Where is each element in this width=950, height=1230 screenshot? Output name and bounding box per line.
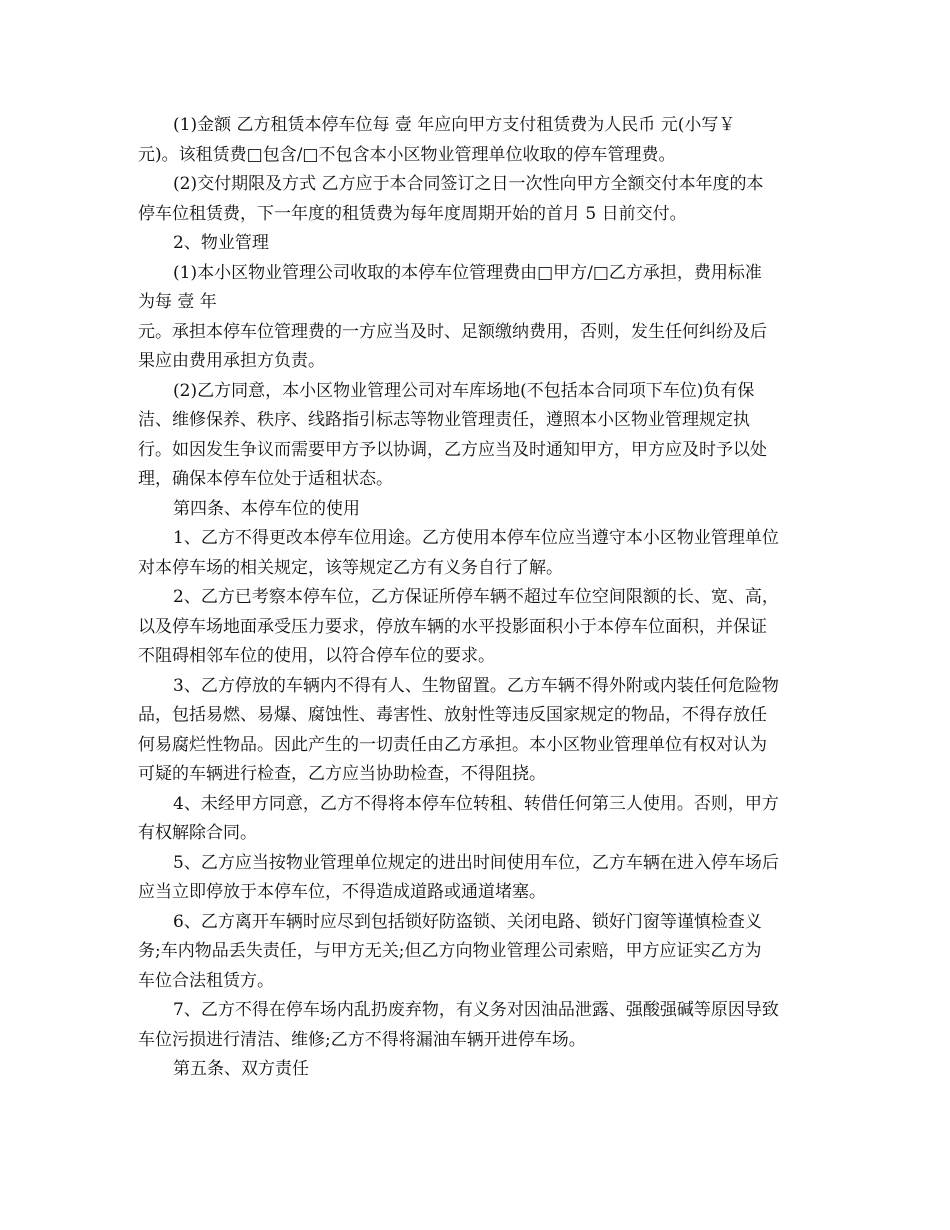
paragraph-rent-amount: (1)金额 乙方租赁本停车位每 壹 年应向甲方支付租赁费为人民币 元(小写￥ 元)。该租赁费□包含/□不包含本小区物业管理单位收取的停车管理费。 — [138, 115, 736, 165]
document-body — [138, 111, 810, 1085]
paragraph-usage-5: 5、乙方应当按物业管理单位规定的进出时间使用车位，乙方车辆在进入停车场后 应当立即停放于本停车位，不得造成道路或通道堵塞。 — [138, 852, 779, 902]
article-heading-5: 第五条、双方责任 — [173, 1059, 309, 1079]
article-heading-4: 第四条、本停车位的使用 — [173, 498, 360, 519]
section-heading-property-management: 2、物业管理 — [173, 233, 269, 253]
paragraph-management-fee: (1)本小区物业管理公司收取的本停车位管理费由□甲方/□乙方承担，费用标准 为每 壹 年 元。承担本停车位管理费的一方应当及时、足额缴纳费用，否则，发生任何纠纷及后 果应由费用承担方负责。 — [138, 262, 767, 371]
paragraph-payment-terms: (2)交付期限及方式 乙方应于本合同签订之日一次性向甲方全额交付本年度的本 停车位租赁费，下一年度的租赁费为每年度周期开始的首月 5 日前交付。 — [138, 174, 764, 224]
paragraph-usage-2: 2、乙方已考察本停车位，乙方保证所停车辆不超过车位空间限额的长、宽、高， 以及停车场地面承受压力要求，停放车辆的水平投影面积小于本停车位面积，并保证 不阻碍相邻车位的使用，以符合停车位的要求。 — [138, 587, 779, 666]
paragraph-usage-1: 1、乙方不得更改本停车位用途。乙方使用本停车位应当遵守本小区物业管理单位 对本停车场的相关规定，该等规定乙方有义务自行了解。 — [138, 528, 779, 578]
paragraph-management-duties: (2)乙方同意，本小区物业管理公司对车库场地(不包括本合同项下车位)负有保 洁、维修保养、秩序、线路指引标志等物业管理责任，遵照本小区物业管理规定执 行。如因发生争议而需要甲方予以协调，乙方应当及时通知甲方，甲方应及时予以处 理，确保本停车位处于适租状态。 — [138, 380, 767, 489]
paragraph-usage-7: 7、乙方不得在停车场内乱扔废弃物，有义务对因油品泄露、强酸强碱等原因导致 车位污损进行清洁、维修;乙方不得将漏油车辆开进停车场。 — [138, 1000, 779, 1050]
paragraph-usage-4: 4、未经甲方同意，乙方不得将本停车位转租、转借任何第三人使用。否则，甲方 有权解除合同。 — [138, 793, 779, 843]
paragraph-usage-3: 3、乙方停放的车辆内不得有人、生物留置。乙方车辆不得外附或内装任何危险物 品，包括易燃、易爆、腐蚀性、毒害性、放射性等违反国家规定的物品，不得存放任 何易腐烂性物品。因此产生的一切责任由乙方承担。本小区物业管理单位有权对认为 可疑的车辆进行检查，乙方应当协助检查，不得阻挠。 — [138, 675, 779, 784]
paragraph-usage-6: 6、乙方离开车辆时应尽到包括锁好防盗锁、关闭电路、锁好门窗等谨慎检查义 务;车内物品丢失责任，与甲方无关;但乙方向物业管理公司索赔，甲方应证实乙方为 车位合法租赁方。 — [138, 911, 762, 991]
